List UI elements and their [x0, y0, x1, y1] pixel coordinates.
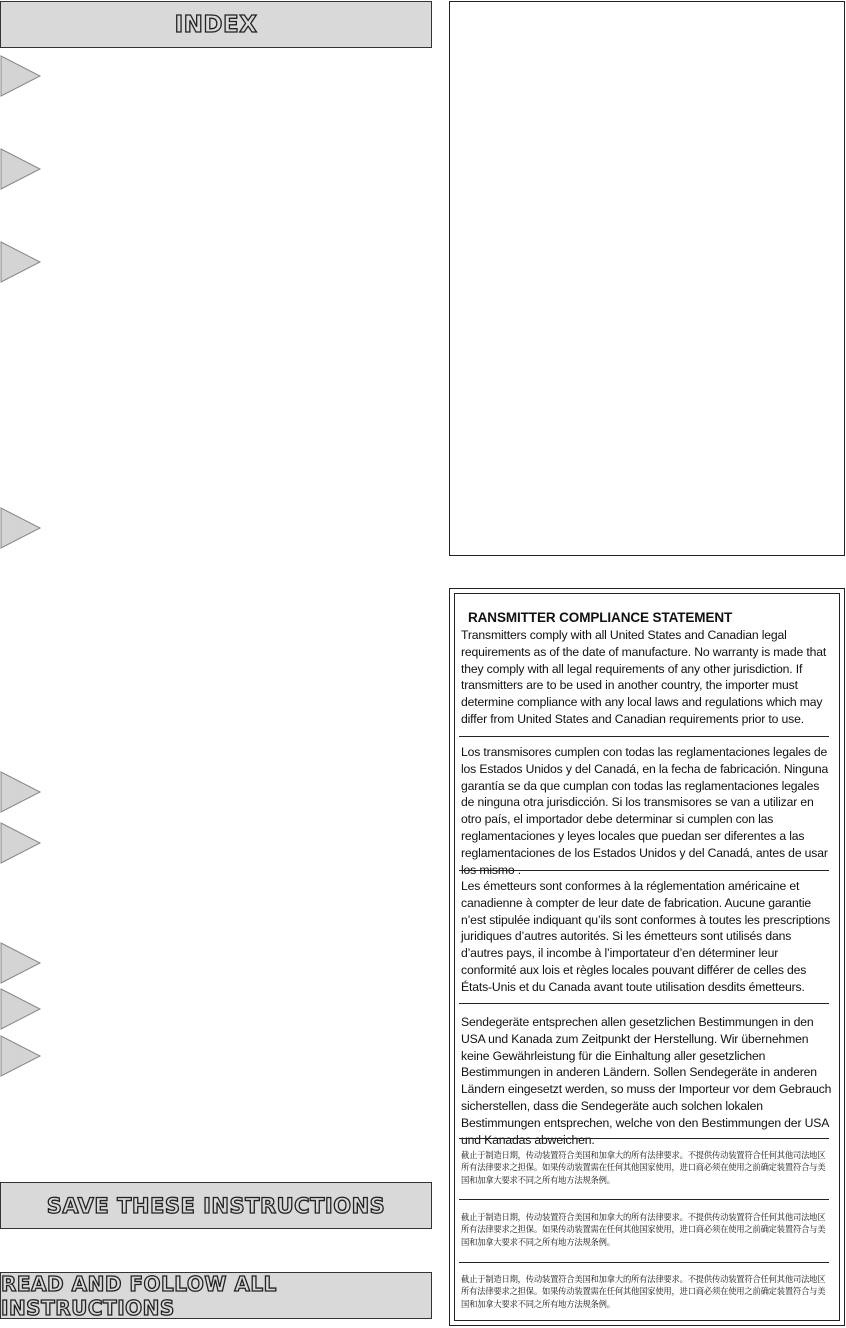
triangle-arrow-icon: [0, 55, 42, 97]
compliance-chinese-3: 截止于制造日期，传动装置符合美国和加拿大的所有法律要求。不提供传动装置符合任何其他司法地区所有法律要求之担保。如果传动装置需在任何其他国家使用，进口商必须在使用之前确定装置符合与美国和加拿大要求不同之所有地方法规条例。: [461, 1274, 826, 1309]
compliance-chinese-1: 截止于制造日期，传动装置符合美国和加拿大的所有法律要求。不提供传动装置符合任何其他司法地区所有法律要求之担保。如果传动装置需在任何其他国家使用，进口商必须在使用之前确定装置符合与美国和加拿大要求不同之所有地方法规条例。: [461, 1150, 826, 1185]
save-instructions-banner: SAVE THESE INSTRUCTIONS: [0, 1182, 432, 1229]
compliance-title: RANSMITTER COMPLIANCE STATEMENT: [468, 610, 733, 625]
triangle-arrow-icon: [0, 241, 42, 283]
read-instructions-banner: READ AND FOLLOW ALL INSTRUCTIONS: [0, 1272, 432, 1319]
divider: [459, 736, 829, 737]
divider: [459, 1138, 829, 1139]
triangle-arrow-icon: [0, 822, 42, 864]
triangle-arrow-icon: [0, 942, 42, 984]
index-banner: INDEX: [0, 1, 432, 48]
compliance-chinese-2: 截止于制造日期，传动装置符合美国和加拿大的所有法律要求。不提供传动装置符合任何其他司法地区所有法律要求之担保。如果传动装置需在任何其他国家使用，进口商必须在使用之前确定装置符合与美国和加拿大要求不同之所有地方法规条例。: [461, 1212, 826, 1247]
divider: [459, 1262, 829, 1263]
divider: [459, 870, 829, 871]
triangle-arrow-icon: [0, 1035, 42, 1077]
divider: [459, 1199, 829, 1200]
triangle-arrow-icon: [0, 507, 42, 549]
compliance-english: Transmitters comply with all United States and Canadian legal requirements as of the date of manufacture. No warranty is made that they comply with all legal requirements of any other jurisdiction. If transmitters are to be used in another country, the importer must determine compliance with any local laws and regulations which may differ from United States and Canadian requirements prior to use.: [461, 628, 827, 726]
compliance-german: Sendegeräte entsprechen allen gesetzlichen Bestimmungen in den USA und Kanada zum Zeitpunkt der Herstellung. Wir übernehmen keine Gewährleistung für die Einhaltung aller gesetzlichen Bestimmungen in anderen Ländern. Sollen Sendegeräte in anderen Ländern eingesetzt werden, so muss der Importeur vor dem Gebrauch sicherstellen, dass die Sendegeräte auch solchen lokalen Bestimmungen entsprechen, welche von den Bestimmungen der USA und Kanadas abweichen.: [461, 1015, 832, 1147]
triangle-arrow-icon: [0, 988, 42, 1030]
blank-frame: [449, 1, 845, 556]
compliance-spanish: Los transmisores cumplen con todas las reglamentaciones legales de los Estados Unidos y del Canadá, en la fecha de fabricación. Ninguna garantía se da que cumplan con todas las reglamentaciones legales de ninguna otra jurisdicción. Si los transmisores se van a utilizar en otro país, el importador debe determinar si cumplen con las reglamentaciones y leyes locales que puedan ser diferentes a las reglamentaciones de los Estados Unidos y del Canadá, antes de usar los mismo .: [461, 745, 829, 877]
triangle-arrow-icon: [0, 148, 42, 190]
triangle-arrow-icon: [0, 771, 42, 813]
divider: [459, 1003, 829, 1004]
compliance-french: Les émetteurs sont conformes à la réglementation américaine et canadienne à compter de leur date de fabrication. Aucune garantie n’est stipulée indiquant qu’ils sont conformes à toutes les prescriptions juridiques d’autres autorités. Si les émetteurs sont utilisés dans d’autres pays, il incombe à l’importateur d’en déterminer leur conformité aux lois et règles locales pouvant différer de celles des États-Unis et du Canada avant toute utilisation desdits émetteurs.: [461, 879, 831, 994]
